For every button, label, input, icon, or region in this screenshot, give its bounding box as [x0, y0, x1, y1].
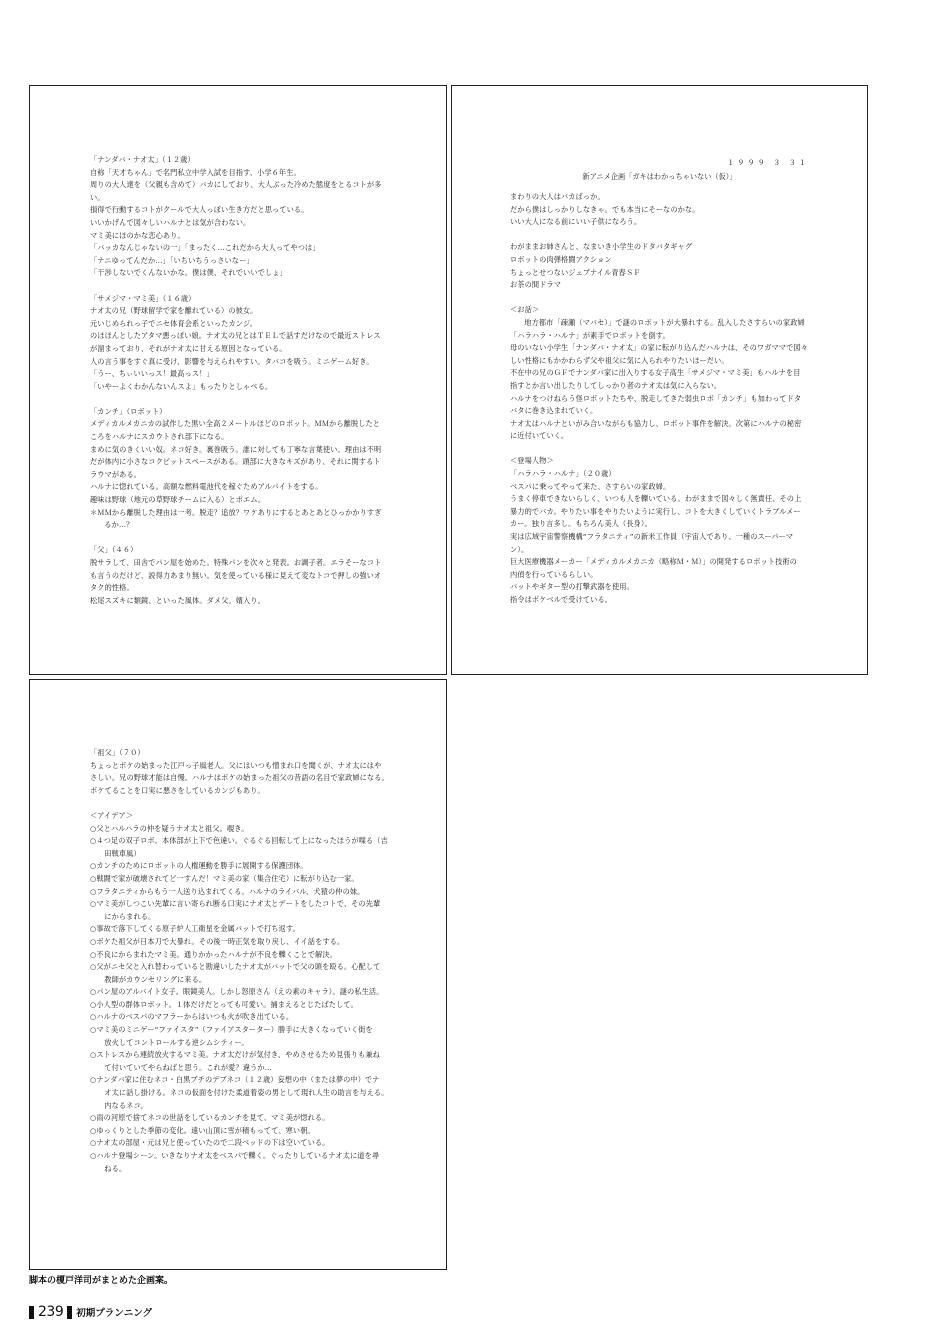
page-number: 239	[38, 1304, 64, 1320]
text-line: ○マミ美のミニゲー“ファイスタ”（ファイアスターター）勝手に大きくなっていく街を	[90, 1025, 373, 1035]
text-line: ○ハルナ登場シーン。いきなりナオ太をベスパで轢く。ぐったりしているナオ太に道を尋	[90, 1151, 380, 1160]
text-line: だから僕はしっかりしなきゃ。でも本当にそーなのかな。	[510, 204, 700, 214]
text-line: 「ハラハラ・ハルナ」が素手でロボットを倒す。	[510, 330, 670, 340]
text-line	[90, 280, 382, 293]
text-line: が溜まっており、それがナオ太に甘える原因となっている。	[90, 343, 287, 353]
text-line: 「バッカなんじゃないの一」「まったく…これだから大人ってやつは」	[90, 243, 320, 253]
text-line: ナオ太の兄（野球留学で家を離れている）の彼女。	[90, 306, 258, 316]
text-line: も言うのだけど、説得力あまり無い。気を使っている様に見えて変なトコで押しの強いオ	[90, 570, 382, 580]
text-line: ナオ太はハルナといがみ合いながらも協力し、ロボット事件を解決。次第にハルナの秘密	[510, 418, 802, 428]
text-line: ○ストレスから連続放火するマミ美。ナオ太だけが気付き、やめさせるため見張りも兼ね	[90, 1050, 380, 1060]
page-3-text	[90, 747, 389, 1175]
text-line: 「干渉しないでくんないかな。僕は僕、それでいいでしょ」	[90, 268, 287, 278]
text-line: 母のいない小学生「ナンダバ・ナオ太」の家に転がり込んだハルナは、そのワガママで図々	[510, 343, 808, 353]
text-line: 元いじめられっ子でニセ体育会系といったカンジ。	[90, 318, 257, 328]
text-line: お茶の間ドラマ	[510, 280, 562, 290]
text-line: ○小人型の群体ロボット。１体だけだとっても可愛い。捕まえるとじたばたして。	[90, 999, 358, 1009]
page-1-text	[90, 154, 382, 607]
text-line	[90, 532, 382, 545]
text-line: 「ナニゆってんだか…」「いちいちうっさいなー」	[90, 255, 254, 265]
text-line: い。	[90, 192, 105, 202]
text-line: のほほんとしたアタマ悪っぽい娘。ナオ太の兄とはＴＥＬで話すだけなので最近ストレス	[90, 331, 381, 341]
text-line: いいかげんで図々しいハルナとは気が合わない。	[90, 217, 251, 227]
document-title: 新アニメ企画「ガキはわかっちゃいない（仮）」	[582, 172, 737, 181]
text-line: ○戦闘で家が破壊されてど一すんだ！マミ美の家（集合住宅）に転がり込む一家。	[90, 873, 359, 883]
text-line: ○雨の河原で捨てネコの世話をしているカンチを見て、マミ美が惚れる。	[90, 1113, 330, 1123]
text-line: ＜アイデア＞	[90, 810, 134, 820]
text-line: 「ハラハラ・ハルナ」（２０歳）	[510, 469, 616, 479]
text-line: 自称「天才ちゃん」で名門私立中学入試を目指す、小学６年生。	[90, 167, 301, 177]
text-line: マミ美にほのかな恋心あり。	[90, 230, 185, 240]
text-line	[510, 292, 808, 305]
text-line: 地方都市「疎瀬（マバセ）」で謎のロボットが大暴れする。乱入したさすらいの家政婦	[517, 317, 805, 327]
text-line: 「父」（４６）	[90, 545, 138, 555]
text-line: ちょっとせつないジュブナイル青春ＳＦ	[510, 267, 641, 277]
text-line: うまく停車できないらしく、いつも人を轢いている。わがままで図々しく無責任、その上	[510, 494, 802, 504]
text-line: ○ゆっくりとした季節の変化。遠い山頂に雪が積もってて、寒い朝。	[90, 1125, 315, 1135]
text-line: いい大人になる前にいい子供になろう。	[510, 217, 642, 227]
text-line: 内なるネコ。	[97, 1100, 148, 1110]
text-line: ハルナに惚れている。高額な燃料電池代を稼ぐためアルバイトをする。	[90, 482, 323, 492]
text-line: ○４つ足の双子ロボ。本体部が上下で色違い。ぐるぐる回転して上になったほうが喋る（吉	[90, 836, 388, 846]
text-line: ＊ＭＭから離脱した理由は一考。脱走？追放？ワケありにするとあとあとひっかかりすぎ	[90, 507, 382, 517]
text-line: ○父がニセ父と入れ替わっていると勘違いしたナオ太がバットで父の頭を殴る。心配して	[90, 962, 381, 972]
text-line: 「うー、ちぃいいっス！最高っス！」	[90, 369, 214, 379]
text-line: ○不良にからまれたマミ美。通りかかったハルナが不良を轢くことで解決。	[90, 949, 337, 959]
text-line: るか…？	[97, 520, 134, 530]
text-line: ○フラタニティからもう一人送り込まれてくる。ハルナのライバル、犬猿の仲の妹。	[90, 886, 365, 896]
text-line: ○パン屋のアルバイト女子。眼鏡美人。しかし怒原さん（えの素のキャラ）。謎の私生活。	[90, 987, 384, 997]
text-line: バットやギター型の打撃武器を使用。	[510, 582, 634, 592]
text-line: 損得で行動するコトがクールで大人っぽい生き方だと思っている。	[90, 205, 309, 215]
page-footer	[29, 1304, 152, 1320]
document-date: １９９９ ３ ３１	[727, 158, 809, 167]
text-line: 「いやーよくわかんないんスよ」もったりとしゃべる。	[90, 381, 273, 391]
text-line: ○マミ美がしつこい先輩に言い寄られ断る口実にナオ太とデートをしたコトで、その先輩	[90, 899, 381, 909]
text-line: ねる。	[97, 1163, 127, 1173]
text-line: 「祖父」（７０）	[90, 748, 145, 757]
text-line: ころをハルナにスカウトされ部下になる。	[90, 432, 229, 442]
text-line: ○事故で落下してくる原子炉人工衛星を金属バットで打ち返す。	[90, 924, 300, 934]
text-line: まめに気のきくいい奴。ネコ好き。裏巻吸う。誰に対しても丁寧な言葉使い。理由は不明	[90, 444, 382, 454]
text-line: ○父とハルハラの仲を疑うナオ太と祖父。覗き。	[90, 823, 249, 833]
footer-bar-left	[29, 1306, 34, 1319]
text-line: 不在中の兄のＧＦでナンダバ家に出入りする女子高生「サメジマ・マミ美」もハルナを目	[510, 368, 801, 378]
text-line	[90, 797, 389, 810]
text-line: ＜登場人物＞	[510, 456, 554, 466]
text-line: ○ハルナのベスパのマフラーからはいつも火が吹き出ている。	[90, 1012, 294, 1022]
text-line: 趣味は野球（地元の草野球チームに入る）とポエム。	[90, 495, 266, 505]
text-line: ○ナオ太の部屋・元は兄と使っていたので二段ベッドの下は空いている。	[90, 1138, 330, 1148]
text-line: ＜お話＞	[510, 305, 540, 315]
text-line: 内偵を行っているらしい。	[510, 569, 598, 579]
text-line: ハルナをつけねらう怪ロボットたちや、脱走してきた弱虫ロボ「カンチ」も加わってドタ	[510, 393, 802, 403]
text-line: て付いていてやらねばと思う。これが愛？違うか…	[97, 1062, 272, 1072]
text-line: に近付いていく。	[510, 431, 569, 441]
text-line: 人の言う事をすぐ真に受け、影響を与えられやすい。タバコを吸う。ミニゲーム好き。	[90, 356, 374, 366]
text-line: 「カンチ」（ロボット）	[90, 406, 167, 416]
text-line	[510, 443, 808, 456]
text-line: 松尾スズキに類鏡、といった風体。ダメ父。婿入り。	[90, 595, 265, 605]
text-line: カー。独り言多し。もちろん美人（長身）。	[510, 519, 652, 529]
text-line: ベスパに乗ってやって来た、さすらいの家政婦。	[510, 481, 671, 491]
footer-bar-right	[67, 1306, 72, 1319]
text-line: ちょっとボケの始まった江戸っ子風老人。父にはいつも憎まれ口を聞くが、ナオ太にはや	[90, 760, 382, 770]
text-line: ン）。	[510, 544, 529, 554]
text-line: 巨大医療機器メーカー「メディカルメカニカ（略称Ｍ・Ｍ）」の開発するロボット技術の	[510, 557, 797, 567]
proposal-page-3	[29, 679, 447, 1270]
text-line: 指令はポケベルで受けている。	[510, 595, 613, 604]
page-2-text	[510, 191, 808, 607]
text-line: 周りの大人達を（父親も含めて）バカにしており、大人ぶった冷めた態度をとるコトが多	[90, 180, 382, 190]
text-line: にからまれる。	[97, 911, 156, 921]
text-line: 脱サラして、田舎でパン屋を始めた。特殊パンを次々と発表。お調子者。エラそーなコト	[90, 558, 382, 567]
text-line: 放火してコントロールする逆シムシティー。	[97, 1037, 249, 1047]
text-line: 教師がカウンセリングに来る。	[97, 974, 207, 984]
text-line: 「ナンダバ・ナオ太」（１２歳）	[90, 155, 195, 164]
text-line: しい性格にもかかわらず父や祖父に気に入られやりたいほーだい。	[510, 355, 729, 365]
text-line: ロボットの肉弾格闘アクション	[510, 254, 612, 264]
text-line: オ太に話し掛ける。ネコの仮面を付けた柔道着姿の男として現れ人生の助言を与える。	[97, 1088, 389, 1098]
text-line: ラウマがある。	[90, 469, 142, 479]
text-line: 田戦車風）	[97, 848, 141, 858]
text-line: ボケてることを口実に悪さをしているカンジもあり。	[90, 785, 265, 795]
text-line	[510, 229, 808, 242]
figure-caption: 脚本の榎戸洋司がまとめた企画案。	[29, 1276, 174, 1286]
text-line: ○ボケた祖父が日本刀で大暴れ。その後一時正気を取り戻し、イイ話をする。	[90, 936, 345, 946]
text-line: メディカルメカニカの試作した黒い全高２メートルほどのロボット。ＭＭから離脱したと	[90, 419, 381, 429]
proposal-page-2	[451, 85, 868, 675]
text-line: まわりの大人はバカばっか。	[510, 192, 605, 201]
text-line: 指すとか言い出したりしてしっかり者のナオ太は気に入らない。	[510, 380, 722, 390]
section-label: 初期プランニング	[76, 1308, 153, 1319]
text-line: ○カンチのためにロボットの人権運動を勝手に展開する保護団体。	[90, 861, 308, 871]
text-line	[90, 393, 382, 406]
text-line: バタに巻き込まれていく。	[510, 406, 598, 416]
text-line: 実は広域宇宙警察機構“フラタニティ”の新米工作員（宇宙人であり、一種のスーパーマ	[510, 532, 794, 542]
text-line: だが体内に小さなコクピットスペースがある。頭部に大きなキズがあり、それに関するト	[90, 457, 381, 467]
text-line: ○ナンダバ家に住むネコ・白黒ブチのデブネコ（１２歳）妄想の中（または夢の中）でナ	[90, 1075, 380, 1085]
proposal-page-1	[29, 85, 447, 675]
text-line: タク的性格。	[90, 583, 134, 593]
text-line: さしい。兄の野球才能は自慢。ハルナはボケの始まった祖父の昔語の名目で家政婦になる。	[90, 773, 389, 783]
text-line: わがままお姉さんと、なまいき小学生のドタバタギャグ	[510, 242, 693, 252]
text-line: 暴力的でバカ。やりたい事をやりたいように実行し、コトを大きくしていくトラブルメー	[510, 506, 801, 516]
text-line: 「サメジマ・マミ美」（１６歳）	[90, 293, 196, 303]
